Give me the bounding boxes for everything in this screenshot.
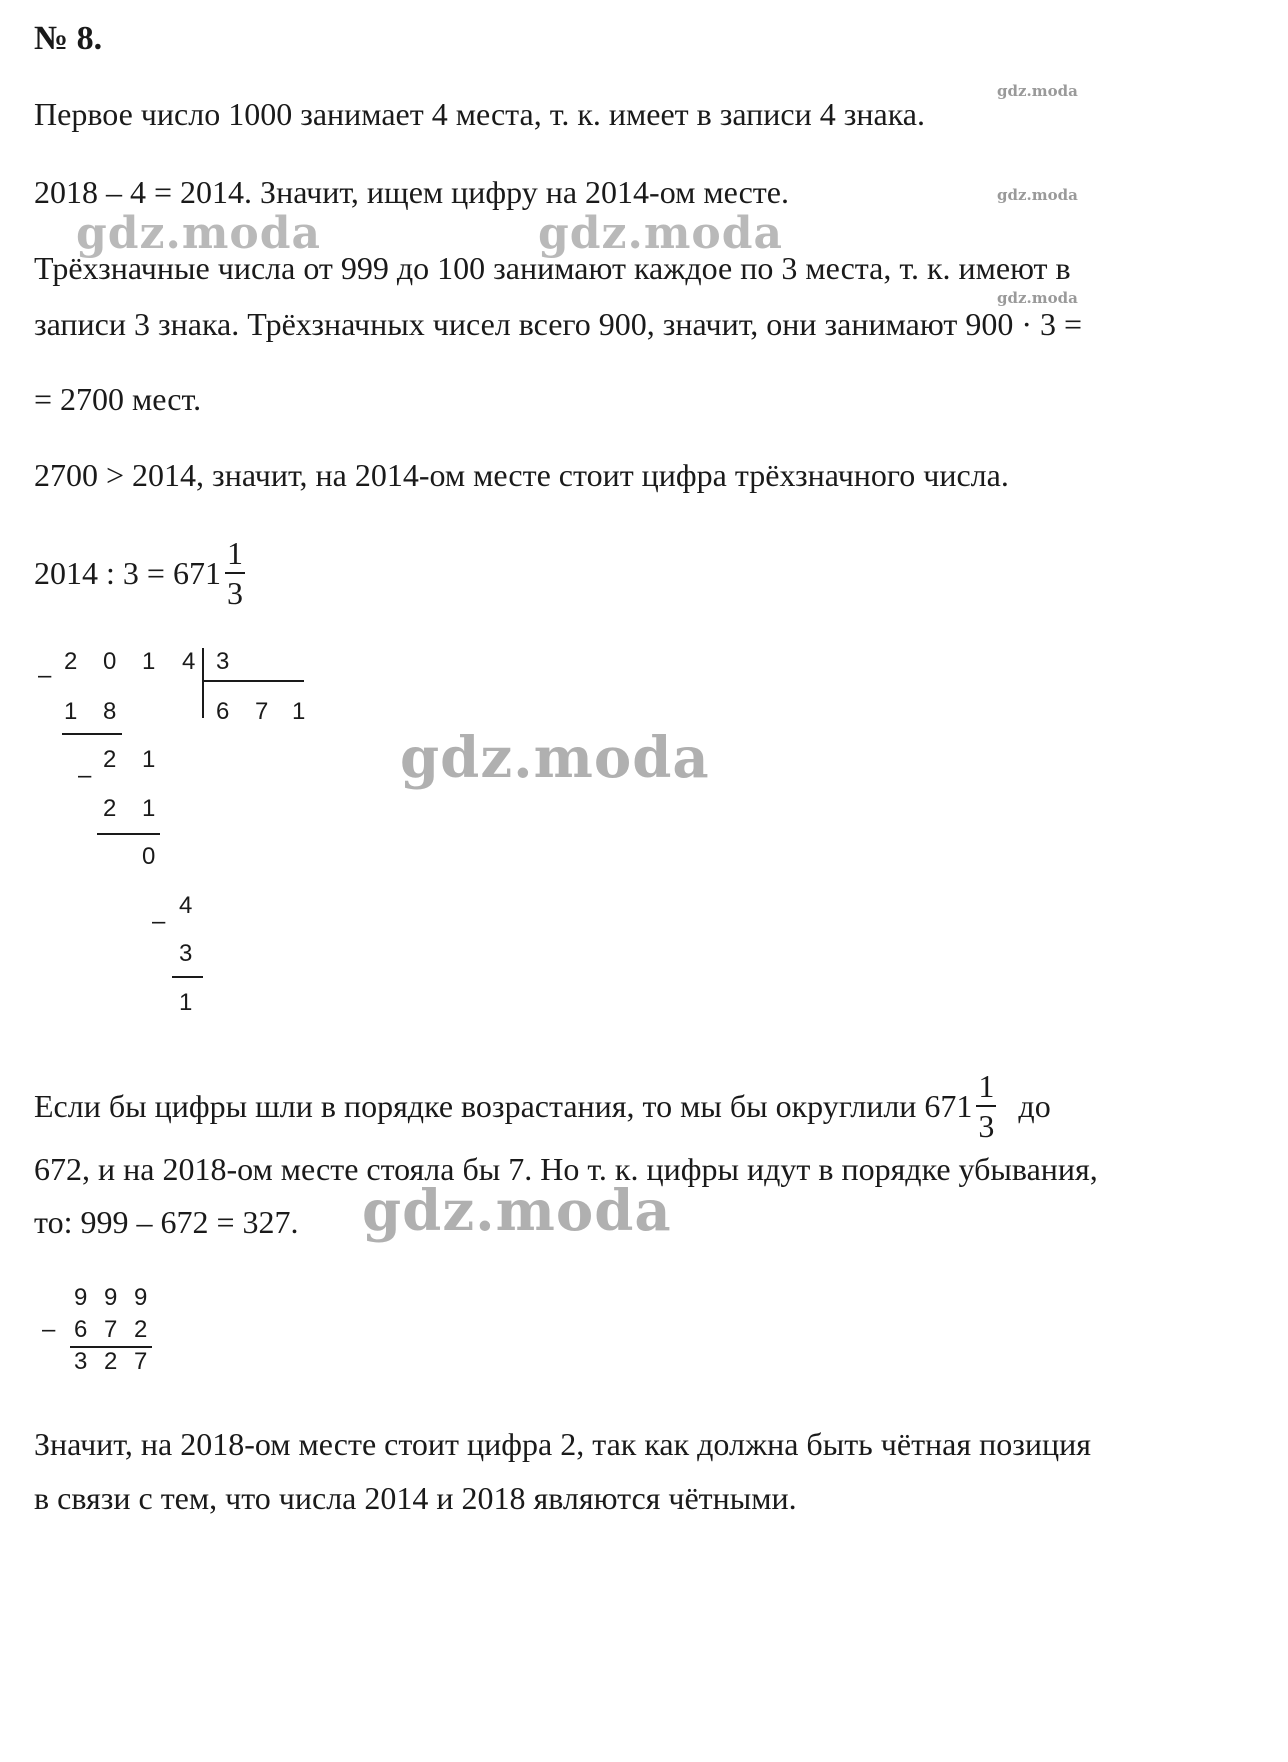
- dividend-digit: 4: [182, 648, 196, 675]
- result-digit: 2: [104, 1348, 118, 1375]
- fraction-one-third: [225, 537, 245, 609]
- dividend-digit: 1: [142, 648, 156, 675]
- watermark-large: gdz.moda: [76, 208, 322, 259]
- subtrahend-digit: 1: [64, 698, 78, 725]
- watermark-large: gdz.moda: [538, 208, 784, 259]
- sub-digit: 7: [104, 1316, 118, 1343]
- quotient-bar: [202, 680, 304, 682]
- fraction-denominator: 3: [226, 575, 243, 611]
- paragraph-rounding: [34, 1070, 1051, 1142]
- watermark-small: gdz.moda: [997, 289, 1078, 307]
- underline: [62, 733, 122, 735]
- divisor: 3: [216, 648, 230, 675]
- division-equation: [34, 537, 245, 609]
- top-digit: 9: [104, 1284, 118, 1311]
- quotient-digit: 1: [292, 698, 306, 725]
- fraction-numerator: 1: [976, 1070, 996, 1107]
- paragraph-subtraction: 2018 – 4 = 2014. Значит, ищем цифру на 2014-ом месте.: [34, 174, 789, 210]
- fraction-denominator: 3: [978, 1108, 995, 1144]
- top-digit: 9: [74, 1284, 88, 1311]
- paragraph-three-digit-line3: = 2700 мест.: [34, 381, 202, 417]
- rounding-suffix: до: [1018, 1088, 1051, 1124]
- quotient-digit: 6: [216, 698, 230, 725]
- top-digit: 9: [134, 1284, 148, 1311]
- paragraph-conclusion-line1: Значит, на 2018-ом месте стоит цифра 2, так как должна быть чётная позиция: [34, 1426, 1091, 1462]
- paragraph-three-digit-line2: записи 3 знака. Трёхзначных чисел всего 900, значит, они занимают 900 · 3 =: [34, 306, 1083, 342]
- partial-digit: 4: [179, 892, 193, 919]
- underline: [97, 833, 160, 835]
- rounding-text: Если бы цифры шли в порядке возрастания, то мы бы округлили 671: [34, 1088, 973, 1124]
- page-title: № 8.: [34, 20, 103, 57]
- minus-sign: –: [78, 762, 92, 789]
- subtrahend-digit: 3: [179, 940, 193, 967]
- paragraph-result: то: 999 – 672 = 327.: [34, 1204, 299, 1240]
- watermark-large: gdz.moda: [400, 725, 710, 791]
- paragraph-comparison: 2700 > 2014, значит, на 2014-ом месте стоит цифра трёхзначного числа.: [34, 457, 1009, 493]
- subtrahend-digit: 2: [103, 795, 117, 822]
- subtrahend-digit: 1: [142, 795, 156, 822]
- sub-digit: 2: [134, 1316, 148, 1343]
- watermark-small: gdz.moda: [997, 186, 1078, 204]
- partial-digit: 2: [103, 746, 117, 773]
- paragraph-first-number: Первое число 1000 занимает 4 места, т. к. имеет в записи 4 знака.: [34, 96, 925, 132]
- minus-sign: –: [38, 662, 52, 689]
- dividend-digit: 2: [64, 648, 78, 675]
- paragraph-order: 672, и на 2018-ом месте стояла бы 7. Но т. к. цифры идут в порядке убывания,: [34, 1151, 1098, 1187]
- paragraph-conclusion-line2: в связи с тем, что числа 2014 и 2018 являются чётными.: [34, 1480, 797, 1516]
- division-equation-text: 2014 : 3 = 671: [34, 555, 221, 591]
- dividend-digit: 0: [103, 648, 117, 675]
- partial-digit: 1: [142, 746, 156, 773]
- minus-sign: –: [42, 1316, 56, 1343]
- result-digit: 3: [74, 1348, 88, 1375]
- sub-digit: 6: [74, 1316, 88, 1343]
- watermark-large: gdz.moda: [362, 1178, 672, 1244]
- result-digit: 7: [134, 1348, 148, 1375]
- minus-sign: –: [152, 908, 166, 935]
- fraction-numerator: 1: [225, 537, 245, 574]
- divisor-bar-vertical: [202, 648, 204, 718]
- paragraph-three-digit-line1: Трёхзначные числа от 999 до 100 занимают каждое по 3 места, т. к. имеют в: [34, 250, 1071, 286]
- remainder-digit: 0: [142, 843, 156, 870]
- fraction-one-third: [976, 1070, 996, 1142]
- subtrahend-digit: 8: [103, 698, 117, 725]
- remainder-digit: 1: [179, 989, 193, 1016]
- watermark-small: gdz.moda: [997, 82, 1078, 100]
- quotient-digit: 7: [255, 698, 269, 725]
- underline: [172, 976, 203, 978]
